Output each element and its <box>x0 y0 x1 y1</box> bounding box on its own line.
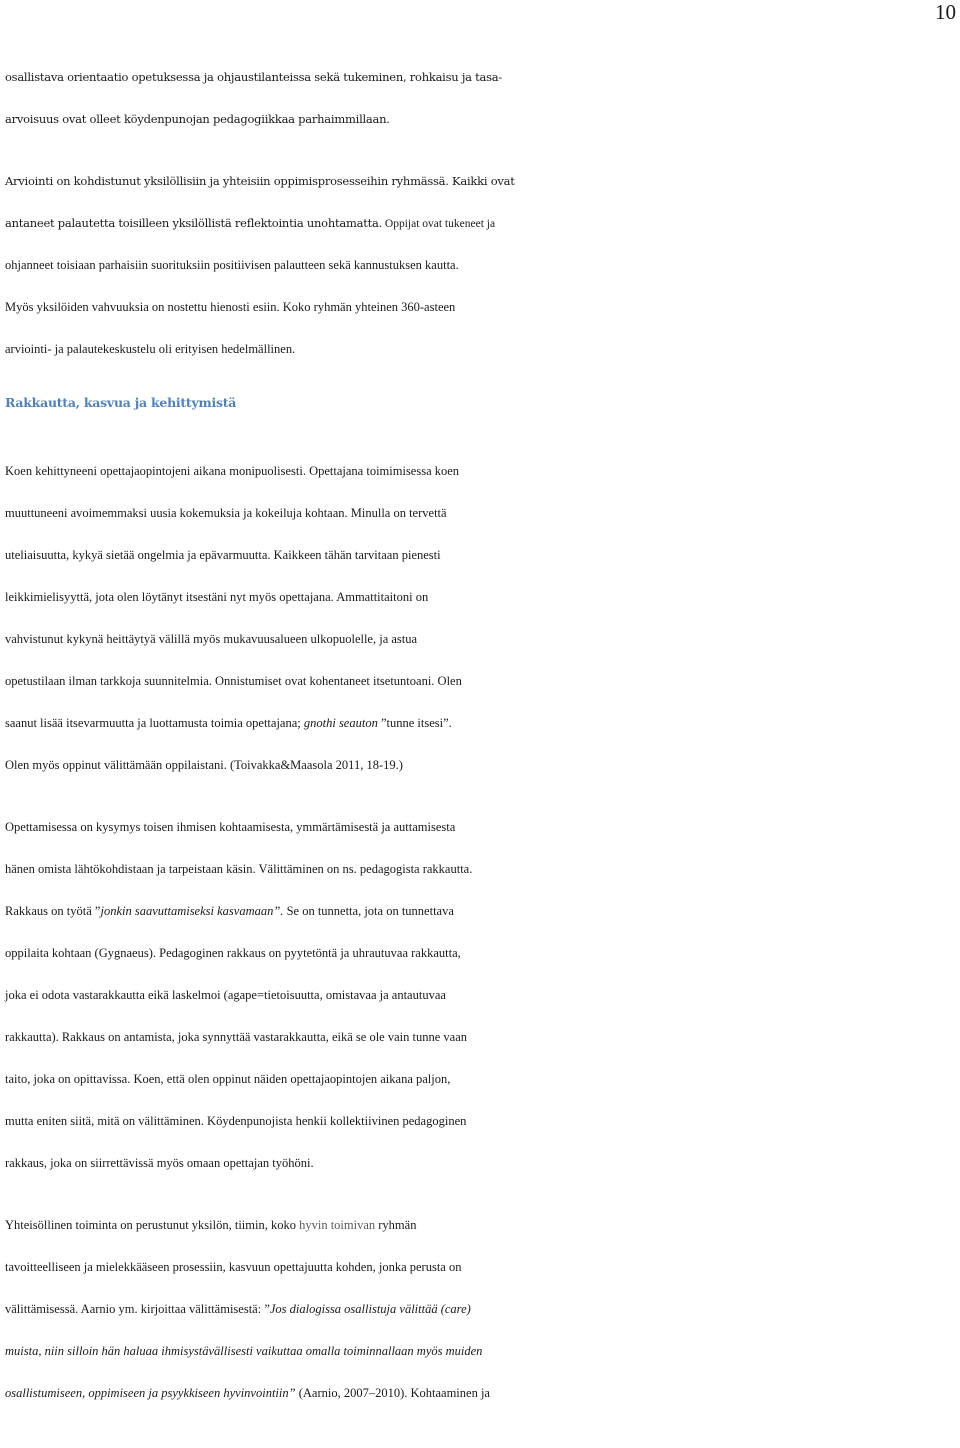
text-line <box>5 202 957 244</box>
text-line: rakkaus, joka on siirrettävissä myös omaan opettajan työhöni. <box>5 1156 314 1170</box>
text-line <box>5 1204 957 1246</box>
italic-phrase: gnothi seauton <box>303 716 378 730</box>
intro-paragraph <box>5 56 957 140</box>
text-span: Rakkaus on työtä ” <box>5 904 101 918</box>
text-line: tavoitteelliseen ja mielekkääseen prosessiin, kasvuun opettajuutta kohden, jonka perusta on <box>5 1260 462 1274</box>
text-line: ohjanneet toisiaan parhaisiin suorituksiin positiivisen palautteen sekä kannustuksen kautta. <box>5 258 459 272</box>
text-span: Se on tunnetta, jota on tunnettava <box>283 904 454 918</box>
text-line: rakkautta). Rakkaus on antamista, joka synnyttää vastarakkautta, eikä se ole vain tunne vaan <box>5 1030 467 1044</box>
text-line: osallistava orientaatio opetuksessa ja ohjaustilanteissa sekä tukeminen, rohkaisu ja tasa- <box>5 70 503 84</box>
text-line: joka ei odota vastarakkautta eikä laskelmoi (agape=tietoisuutta, omistavaa ja antautuvaa <box>5 988 446 1002</box>
text-line: Arviointi on kohdistunut yksilöllisiin ja yhteisiin oppimisprosesseihin ryhmässä. Kaikki ovat <box>5 174 515 188</box>
text-line: mutta eniten siitä, mitä on välittäminen. Köydenpunojista henkii kollektiivinen pedagoginen <box>5 1114 467 1128</box>
text-line: Olen myös oppinut välittämään oppilaistani. (Toivakka&Maasola 2011, 18-19.) <box>5 758 403 772</box>
document-body <box>5 56 957 1414</box>
page-number: 10 <box>935 0 956 24</box>
text-line: vahvistunut kykynä heittäytyä välillä myös mukavuusalueen ulkopuolelle, ja astua <box>5 632 418 646</box>
text-line: Opettamisessa on kysymys toisen ihmisen kohtaamisesta, ymmärtämisestä ja auttamisesta <box>5 820 456 834</box>
text-span: Yhteisöllinen toiminta on perustunut yksilön, tiimin, koko <box>5 1218 300 1232</box>
text-line: Myös yksilöiden vahvuuksia on nostettu hienosti esiin. Koko ryhmän yhteinen 360-asteen <box>5 300 456 314</box>
text-span: antaneet palautetta toisilleen yksilöllistä reflektointia unohtamatta. <box>5 216 383 230</box>
text-line <box>5 1372 957 1414</box>
text-line <box>5 890 957 932</box>
text-span: saanut lisää itsevarmuutta ja luottamusta toimia opettajana; <box>5 716 304 730</box>
text-line: taito, joka on opittavissa. Koen, että olen oppinut näiden opettajaopintojen aikana paljon, <box>5 1072 451 1086</box>
italic-phrase: osallistumiseen, oppimiseen ja psyykkiseen hyvinvointiin” <box>5 1386 296 1400</box>
text-line: oppilaita kohtaan (Gygnaeus). Pedagoginen rakkaus on pyytetöntä ja uhrautuvaa rakkautta, <box>5 946 461 960</box>
text-span: ”tunne itsesi”. <box>377 716 452 730</box>
text-line: leikkimielisyyttä, jota olen löytänyt itsestäni nyt myös opettajana. Ammattitaitoni on <box>5 590 429 604</box>
text-line: arviointi- ja palautekeskustelu oli erityisen hedelmällinen. <box>5 342 296 356</box>
assessment-paragraph <box>5 160 957 370</box>
italic-phrase: jonkin saavuttamiseksi kasvamaan”. <box>100 904 284 918</box>
text-line <box>5 1330 957 1372</box>
gray-phrase: hyvin toimivan <box>299 1218 376 1232</box>
text-line: opetustilaan ilman tarkkoja suunnitelmia. Onnistumiset ovat kohentaneet itsetuntoani. Olen <box>5 674 462 688</box>
text-line: uteliaisuutta, kykyä sietää ongelmia ja epävarmuutta. Kaikkeen tähän tarvitaan pienesti <box>5 548 441 562</box>
text-span: ryhmän <box>375 1218 417 1232</box>
text-line: arvoisuus ovat olleet köydenpunojan pedagogiikkaa parhaimmillaan. <box>5 112 390 126</box>
text-line <box>5 1288 957 1330</box>
text-span: (Aarnio, 2007–2010). Kohtaaminen ja <box>295 1386 490 1400</box>
section-heading: Rakkautta, kasvua ja kehittymistä <box>5 395 237 410</box>
text-span: Oppijat ovat tukeneet ja <box>382 218 496 230</box>
italic-phrase: Jos dialogissa osallistuja välittää (care) <box>269 1302 471 1316</box>
text-line <box>5 702 957 744</box>
text-line: muuttuneeni avoimemmaksi uusia kokemuksia ja kokeiluja kohtaan. Minulla on tervettä <box>5 506 447 520</box>
text-span: välittämisessä. Aarnio ym. kirjoittaa välittämisestä: ” <box>5 1302 270 1316</box>
text-line: Koen kehittyneeni opettajaopintojeni aikana monipuolisesti. Opettajana toimimisessa koen <box>5 464 460 478</box>
community-paragraph <box>5 1204 957 1414</box>
pedagogical-love-paragraph <box>5 806 957 1184</box>
text-line: hänen omista lähtökohdistaan ja tarpeistaan käsin. Välittäminen on ns. pedagogista rakkautta. <box>5 862 473 876</box>
italic-phrase: muista, niin silloin hän haluaa ihmisystävällisesti vaikuttaa omalla toiminnallaan myös muiden <box>5 1344 483 1358</box>
development-paragraph <box>5 450 957 786</box>
